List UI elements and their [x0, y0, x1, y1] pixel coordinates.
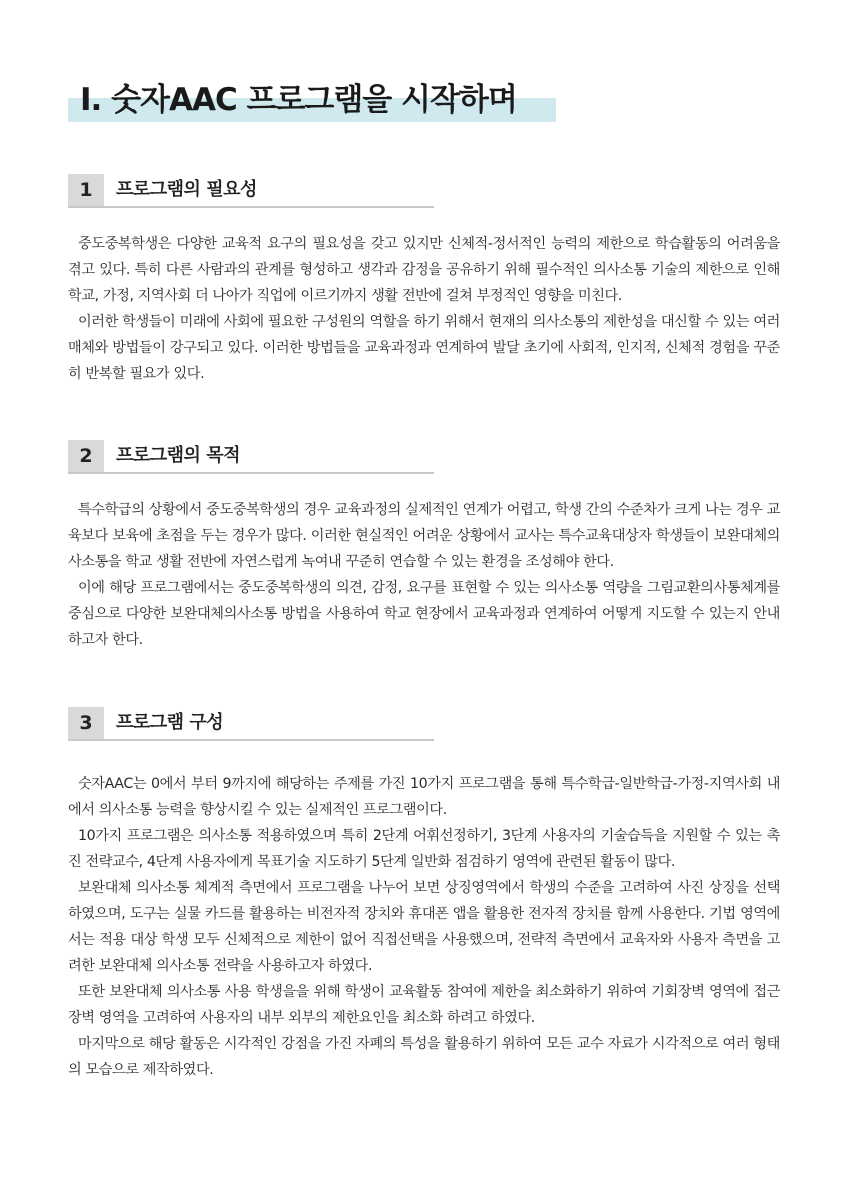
section-body-2: [68, 497, 780, 653]
paragraph: 이에 해당 프로그램에서는 중도중복학생의 의견, 감정, 요구를 표현할 수 있는 의사소통 역량을 그림교환의사통체계를 중심으로 다양한 보완대체의사소통 방법을 사용하여 학교 현장에서 교육과정과 연계하여 어떻게 지도할 수 있는지 안내하고자 한다.: [68, 580, 780, 648]
paragraph: 특수학급의 상황에서 중도중복학생의 경우 교육과정의 실제적인 연계가 어렵고, 학생 간의 수준차가 크게 나는 경우 교육보다 보육에 초점을 두는 경우가 많다. 이러한 현실적인 어려운 상황에서 교사는 특수교육대상자 학생들이 보완대체의사소통을 학교 생활 전반에 자연스럽게 녹여내 꾸준히 연습할 수 있는 환경을 조성해야 한다.: [68, 502, 781, 570]
section-body-3: [68, 771, 780, 1083]
section-number: 1: [68, 174, 104, 206]
section-heading-2: [68, 440, 434, 474]
section-title: 프로그램의 필요성: [116, 179, 257, 200]
section-number: 2: [68, 440, 104, 472]
paragraph: 보완대체 의사소통 체계적 측면에서 프로그램을 나누어 보면 상징영역에서 학생의 수준을 고려하여 사진 상징을 선택하였으며, 도구는 실물 카드를 활용하는 비전자적 장치와 휴대폰 앱을 활용한 전자적 장치를 함께 사용한다. 기법 영역에서는 적용 대상 학생 모두 신체적으로 제한이 없어 직접선택을 사용했으며, 전략적 측면에서 교육자와 사용자 측면을 고려한 보완대체 의사소통 전략을 사용하고자 하였다.: [68, 880, 780, 974]
section-heading-3: [68, 707, 434, 741]
paragraph: 숫자AAC는 0에서 부터 9까지에 해당하는 주제를 가진 10가지 프로그램을 통해 특수학급-일반학급-가정-지역사회 내에서 의사소통 능력을 향상시킬 수 있는 실제적인 프로그램이다.: [68, 776, 780, 818]
section-title: 프로그램 구성: [116, 712, 224, 733]
section-heading-1: [68, 174, 434, 208]
paragraph: 또한 보완대체 의사소통 사용 학생을을 위해 학생이 교육활동 참여에 제한을 최소화하기 위하여 기회장벽 영역에 접근장벽 영역을 고려하여 사용자의 내부 외부의 제한요인을 최소화 하려고 하였다.: [68, 984, 780, 1026]
paragraph: 이러한 학생들이 미래에 사회에 필요한 구성원의 역할을 하기 위해서 현재의 의사소통의 제한성을 대신할 수 있는 여러 매체와 방법들이 강구되고 있다. 이러한 방법들을 교육과정과 연계하여 발달 초기에 사회적, 인지적, 신체적 경험을 꾸준히 반복할 필요가 있다.: [68, 314, 780, 382]
chapter-title: [68, 80, 556, 122]
paragraph: 마지막으로 해당 활동은 시각적인 강점을 가진 자폐의 특성을 활용하기 위하여 모든 교수 자료가 시각적으로 여러 형태의 모습으로 제작하였다.: [68, 1036, 780, 1078]
section-title: 프로그램의 목적: [116, 445, 240, 466]
paragraph: 중도중복학생은 다양한 교육적 요구의 필요성을 갖고 있지만 신체적-정서적인 능력의 제한으로 학습활동의 어려움을 겪고 있다. 특히 다른 사람과의 관계를 형성하고 생각과 감정을 공유하기 위해 필수적인 의사소통 기술의 제한으로 인해 학교, 가정, 지역사회 더 나아가 직업에 이르기까지 생활 전반에 걸쳐 부정적인 영향을 미친다.: [68, 236, 780, 304]
section-body-1: [68, 231, 780, 387]
paragraph: 10가지 프로그램은 의사소통 적용하였으며 특히 2단계 어휘선정하기, 3단계 사용자의 기술습득을 지원할 수 있는 촉진 전략교수, 4단계 사용자에게 목표기술 지도하기 5단계 일반화 점검하기 영역에 관련된 활동이 많다.: [68, 828, 780, 870]
chapter-title-text: Ⅰ. 숫자AAC 프로그램을 시작하며: [80, 82, 517, 118]
section-number: 3: [68, 707, 104, 739]
